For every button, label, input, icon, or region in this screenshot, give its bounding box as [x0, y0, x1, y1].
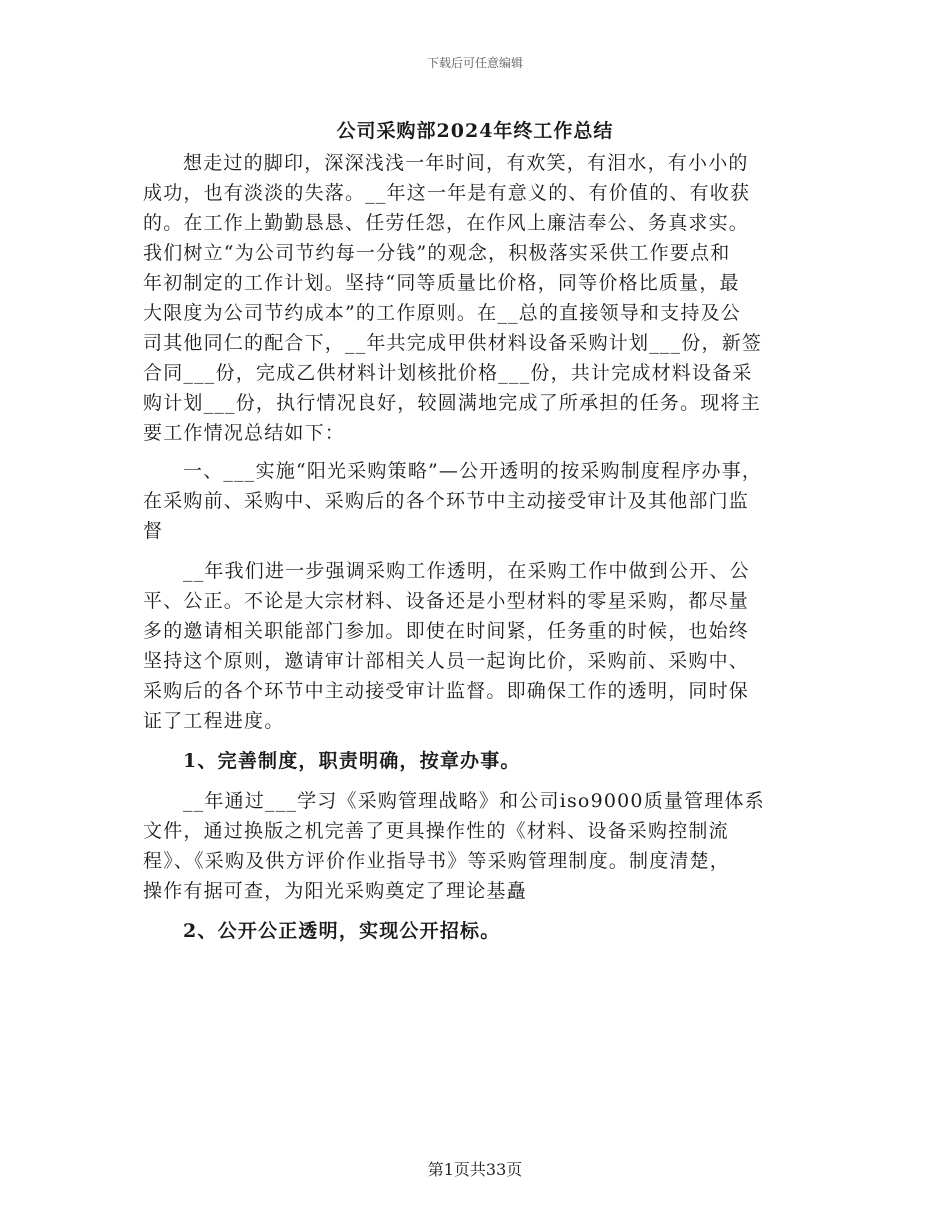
- text-line: 督: [143, 520, 164, 542]
- text-line: 大限度为公司节约成本”的工作原则。在__总的直接领导和支持及公: [143, 302, 741, 324]
- document-title: 公司采购部2024年终工作总结: [336, 120, 614, 142]
- text-line: 平、公正。不论是大宗材料、设备还是小型材料的零星采购，都尽量: [143, 590, 750, 612]
- text-line: 证了工程进度。: [143, 710, 285, 732]
- text-line: 年初制定的工作计划。坚持“同等质量比价格，同等价格比质量，最: [143, 272, 740, 294]
- text-line: 司其他同仁的配合下，__年共完成甲供材料设备采购计划___份，新签: [143, 332, 763, 354]
- text-line: 文件，通过换版之机完善了更具操作性的《材料、设备采购控制流: [143, 820, 729, 842]
- text-line: 程》、《采购及供方评价作业指导书》等采购管理制度。制度清楚，: [143, 850, 731, 872]
- paragraph-transparency: [143, 556, 803, 736]
- page-header-note: 下载后可任意编辑: [426, 56, 523, 70]
- text-line: 在采购前、采购中、采购后的各个环节中主动接受审计及其他部门监: [143, 490, 750, 512]
- text-line: 合同___份，完成乙供材料计划核批价格___份，共计完成材料设备采: [143, 362, 753, 384]
- text-line: 采购后的各个环节中主动接受审计监督。即确保工作的透明，同时保: [143, 680, 750, 702]
- text-line: 坚持这个原则，邀请审计部相关人员一起询比价，采购前、采购中、: [143, 650, 750, 672]
- document-body: [143, 148, 803, 954]
- paragraph-system: [143, 786, 803, 906]
- text-line: 1、完善制度，职责明确，按章办事。: [183, 750, 521, 772]
- text-line: 多的邀请相关职能部门参加。即使在时间紧，任务重的时候，也始终: [143, 620, 750, 642]
- subheading-2: [143, 916, 803, 946]
- subheading-1: [143, 746, 803, 776]
- text-line: 要工作情况总结如下：: [143, 422, 346, 444]
- text-line: 2、公开公正透明，实现公开招标。: [183, 920, 501, 942]
- text-line: 成功，也有淡淡的失落。__年这一年是有意义的、有价值的、有收获: [143, 182, 751, 204]
- text-line: 想走过的脚印，深深浅浅一年时间，有欢笑，有泪水，有小小的: [183, 152, 749, 174]
- text-line: __年我们进一步强调采购工作透明，在采购工作中做到公开、公: [183, 560, 750, 582]
- text-line: __年通过___学习《采购管理战略》和公司iso9000质量管理体系: [183, 790, 765, 812]
- text-line: 我们树立“为公司节约每一分钱”的观念，积极落实采供工作要点和: [143, 242, 731, 264]
- text-line: 操作有据可查，为阳光采购奠定了理论基矗: [143, 880, 527, 902]
- text-line: 的。在工作上勤勤恳恳、任劳任怨，在作风上廉洁奉公、务真求实。: [143, 212, 750, 234]
- paragraph-intro: [143, 148, 803, 448]
- text-line: 购计划___份，执行情况良好，较圆满地完成了所承担的任务。现将主: [143, 392, 761, 414]
- section-heading-1: [143, 456, 803, 546]
- text-line: 一、___实施“阳光采购策略”—公开透明的按采购制度程序办事，: [183, 460, 763, 482]
- page-number: 第1页共33页: [427, 1160, 523, 1179]
